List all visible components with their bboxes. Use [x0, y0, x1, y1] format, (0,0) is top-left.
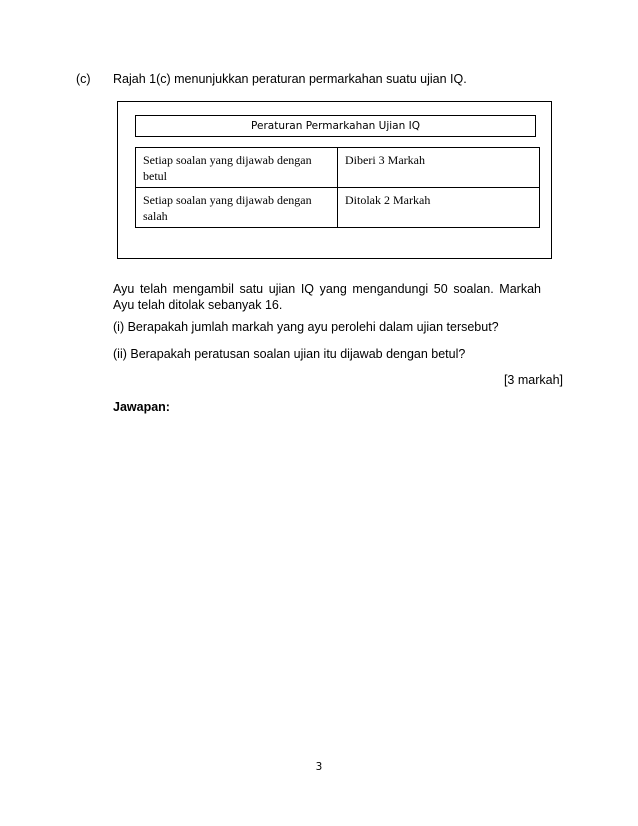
- question-intro: Rajah 1(c) menunjukkan peraturan permarkahan suatu ujian IQ.: [113, 72, 467, 86]
- marks-allocation: [3 markah]: [503, 373, 563, 387]
- table-row: [136, 148, 540, 188]
- problem-paragraph: Ayu telah mengambil satu ujian IQ yang mengandungi 50 soalan. Markah Ayu telah ditolak sebanyak 16.: [113, 282, 541, 312]
- rules-table: [135, 147, 540, 228]
- answer-label: Jawapan:: [113, 400, 170, 414]
- page-number: 3: [315, 761, 323, 773]
- question-part-i: (i) Berapakah jumlah markah yang ayu perolehi dalam ujian tersebut?: [113, 320, 499, 334]
- rules-title: Peraturan Permarkahan Ujian IQ: [135, 115, 536, 137]
- rule-result: Ditolak 2 Markah: [338, 188, 540, 228]
- rule-condition: Setiap soalan yang dijawab dengan betul: [136, 148, 338, 188]
- rule-result: Diberi 3 Markah: [338, 148, 540, 188]
- question-part-ii: (ii) Berapakah peratusan soalan ujian itu dijawab dengan betul?: [113, 347, 466, 361]
- question-label: (c): [76, 72, 91, 86]
- table-row: [136, 188, 540, 228]
- rule-condition: Setiap soalan yang dijawab dengan salah: [136, 188, 338, 228]
